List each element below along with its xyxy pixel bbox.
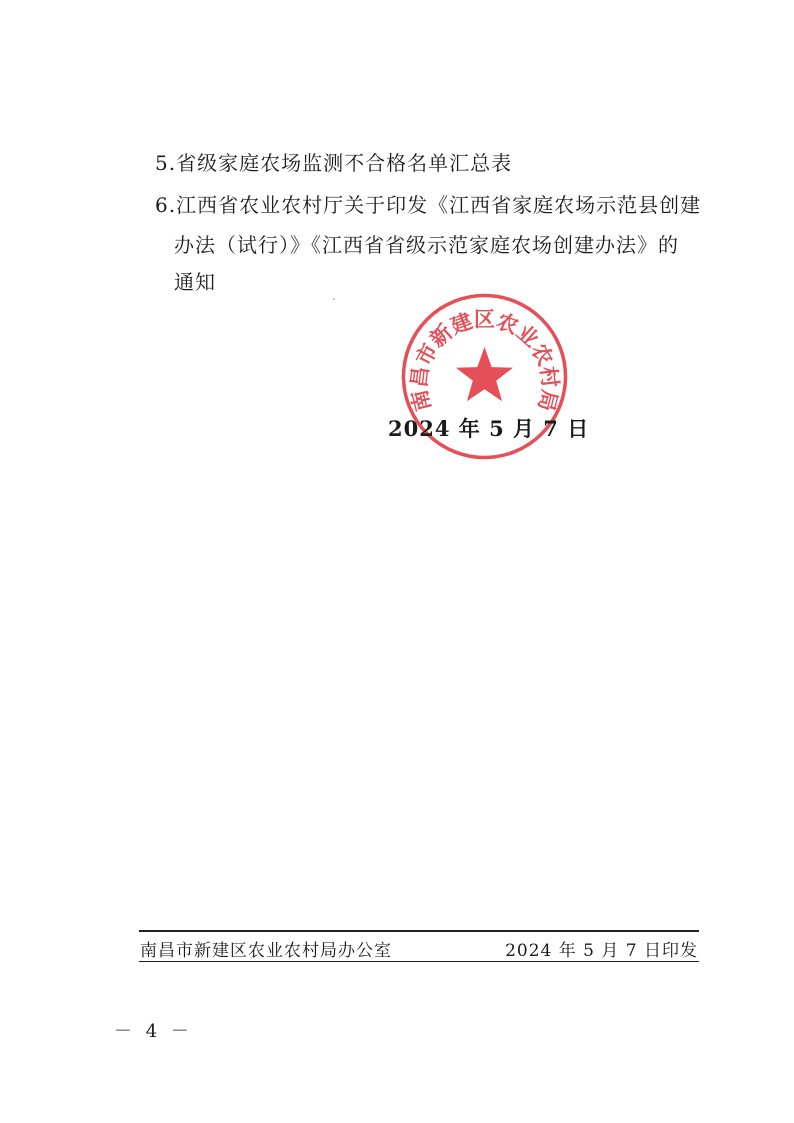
footer-issuer: 南昌市新建区农业农村局办公室 [140,941,392,961]
footer-issue-date: 2024 年 5 月 7 日印发 [505,941,698,961]
scan-speck [333,298,335,300]
attachment-item-5: 5.省级家庭农场监测不合格名单汇总表 [155,151,513,175]
attachment-item-6-line-3: 通知 [174,270,216,294]
attachment-item-6-line-1: 6.江西省农业农村厅关于印发《江西省家庭农场示范县创建 [155,193,702,217]
seal-text: 南昌市新建区农业农村局 [406,307,563,414]
attachment-item-6-line-2: 办法（试行）》《江西省省级示范家庭农场创建办法》的 [174,233,679,257]
footer-rule-top [139,930,699,932]
seal-star-icon [456,347,513,401]
footer-rule-bottom [139,961,699,962]
signature-date: 2024 年 5 月 7 日 [388,416,590,441]
page-number: － 4 － [114,1021,193,1042]
